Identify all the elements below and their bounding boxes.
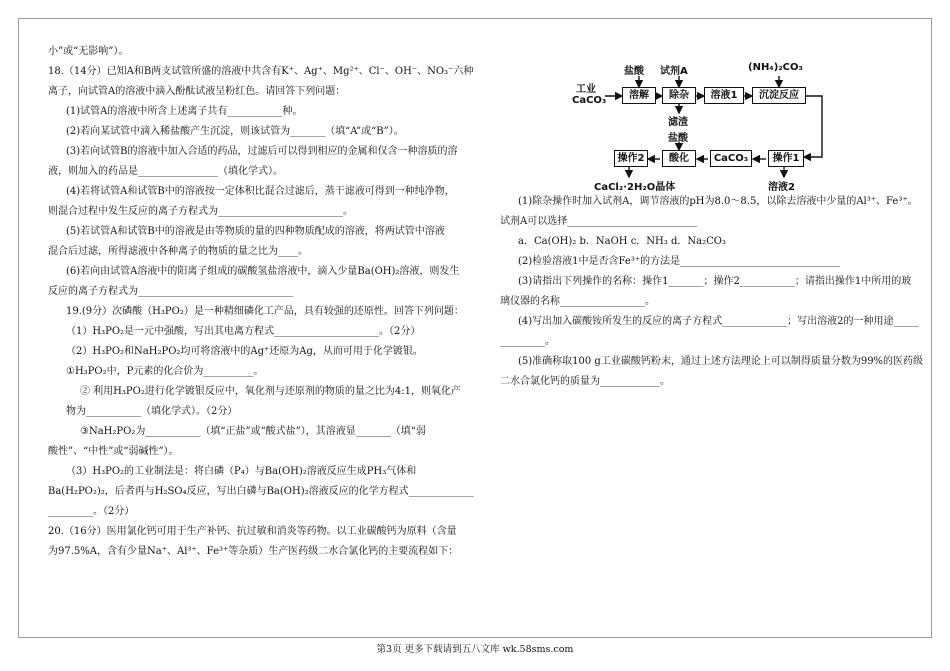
label-hydrochloric-acid: 盐酸 [624,66,644,77]
text-line: 液，则加入的药品是________________（填化学式）。 [48,166,283,177]
label-product-crystal: CaCl₂·2H₂O晶体 [594,182,676,193]
text-line: 小”或“无影响”）。 [48,46,129,57]
text-line: 试剂A可以选择__________________________ [500,216,698,227]
box-precipitation: 沉淀反应 [752,87,806,104]
q20-part3: (3)请指出下列操作的名称：操作1_______；操作2___________；请指出操作1中所用的玻 [518,276,912,287]
label-ammonium-carbonate: (NH₄)₂CO₃ [748,62,803,73]
text-line: Ba(H₂PO₂)₂，后者再与H₂SO₄反应，写出白磷与Ba(OH)₂溶液反应的化学方程式_____________ [48,486,474,497]
text-line: 二水合氯化钙的质量为____________。 [500,376,670,387]
q18-part4: (4)若将试管A和试管B中的溶液按一定体积比混合过滤后，蒸干滤液可得到一种纯净物， [66,186,455,197]
text-line: _________。 [500,336,555,347]
q19-part3: （3）H₃PO₂的工业制法是：将白磷（P₄）与Ba(OH)₂溶液反应生成PH₃气体和 [66,466,417,477]
q18-part2: (2)若向某试管中滴入稀盐酸产生沉淀，则该试管为_______（填“A”或“B”）。 [66,126,404,137]
text-line: 混合后过滤，所得滤液中各种离子的物质的量之比为____。 [48,246,308,257]
q20-part2: (2)检验溶液1中是否含Fe³⁺的方法是________________________________ [518,256,841,267]
q19-part2: （2）H₃PO₂和NaH₂PO₂均可将溶液中的Ag⁺还原为Ag，从而可用于化学镀银。 [66,346,423,357]
label-acid-bottom: 盐酸 [668,133,688,144]
text-line: 反应的离子方程式为_______________________________ [48,286,293,297]
label-reagent-a: 试剂A [660,66,688,77]
left-column [48,42,474,562]
text-line: 离子，向试管A的溶液中滴入酚酞试液呈粉红色。请回答下列问题： [48,86,346,97]
box-dissolve: 溶解 [622,87,656,104]
q20-part4: (4)写出加入碳酸铵所发生的反应的离子方程式_____________；写出溶液2的一种用途_____ [518,316,919,327]
box-operation-2: 操作2 [614,150,648,167]
q18-part6: (6)若向由试管A溶液中的阳离子组成的碳酸氢盐溶液中，滴入少量Ba(OH)₂溶液，则发生 [66,266,460,277]
label-industrial: 工业 [576,84,596,95]
q19-part2-c: ③NaH₂PO₂为___________（填“正盐”或“酸式盐”），其溶液显_______（填“弱 [80,426,426,437]
text-line: 璃仪器的名称_________________。 [500,296,655,307]
box-impurity-removal: 除杂 [662,87,696,104]
question-20-title: 20.（16分）医用氯化钙可用于生产补钙、抗过敏和消炎等药物。以工业碳酸钙为原料（含量 [48,526,457,537]
q20-part1: (1)除杂操作时加入试剂A，调节溶液的pH为8.0～8.5，以除去溶液中少量的Al³⁺、Fe³⁺。 [518,196,918,207]
text-line: 则混合过程中发生反应的离子方程式为_________________________。 [48,206,353,217]
text-line: 为97.5%A，含有少量Na⁺、Al³⁺、Fe³⁺等杂质）生产医药级二水合氯化钙的主要流程如下： [48,546,459,557]
q18-part5: (5)若试管A和试管B中的溶液是由等物质的量的四种物质配成的溶液，将两试管中溶液 [66,226,445,237]
box-solution-1: 溶液1 [704,87,744,104]
label-caco3-start: CaCO₃ [572,95,607,106]
label-solution-2: 溶液2 [768,182,795,193]
q19-part2-b: ② 利用H₃PO₂进行化学镀银反应中，氧化剂与还原剂的物质的量之比为4:1，则氧化产 [80,386,461,397]
process-flowchart [572,56,842,192]
q20-part1-options: a．Ca(OH)₂ b．NaOH c．NH₃ d．Na₂CO₃ [518,236,726,247]
label-filter-residue: 滤渣 [668,117,688,128]
box-operation-1: 操作1 [768,150,804,167]
flowchart-arrows [572,56,842,192]
q18-part3: (3)若向试管B的溶液中加入合适的药品，过滤后可以得到相应的金属和仅含一种溶质的溶 [66,146,458,157]
text-line: 物为___________（填化学式）。（2分） [66,406,238,417]
question-18-title: 18.（14分）已知A和B两支试管所盛的溶液中共含有K⁺、Ag⁺、Mg²⁺、Cl⁻、OH⁻、NO₃⁻六种 [48,66,474,77]
text-line: 酸性”、“中性”或“弱碱性”）。 [48,446,179,457]
q18-part1: (1)试管A的溶液中所含上述离子共有___________种。 [66,106,303,117]
box-acidify: 酸化 [662,150,696,167]
question-19-title: 19.(9分）次磷酸（H₃PO₂）是一种精细磷化工产品，具有较强的还原性。回答下列问题： [66,306,464,317]
text-line: _________。（2分） [48,506,135,517]
q20-part5: (5)准确称取100 g工业碳酸钙粉末，通过上述方法理论上可以制得质量分数为99%的医药级 [518,356,924,367]
box-caco3: CaCO₃ [710,150,752,167]
q19-part1: （1）H₃PO₂是一元中强酸，写出其电离方程式_____________________。（2分） [66,326,421,337]
page-footer: 第3页 更多下载请到五八文库 wk.58sms.com [376,644,574,655]
right-column [500,192,924,392]
q19-part2-a: ①H₃PO₂中，P元素的化合价为__________。 [66,366,264,377]
